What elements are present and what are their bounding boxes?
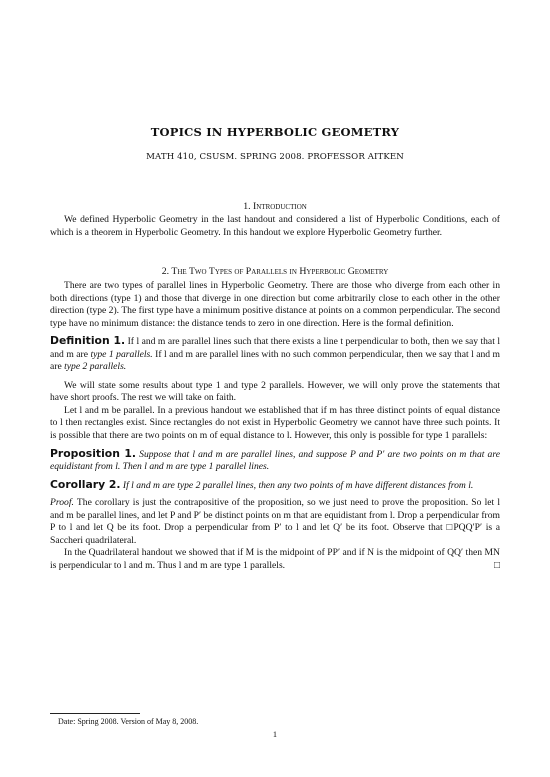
section-2-paragraph-4-text: In the Quadrilateral handout we showed that if M is the midpoint of PP′ and if N is the midpoint of QQ′ then MN is perpendicular to l and m. Thus l and m are type 1 parallels. (50, 547, 500, 571)
corollary-label: Corollary 2. (50, 477, 121, 491)
proof-text: The corollary is just the contrapositive of the proposition, so we just need to prove the proposition. So let l and m be parallel lines, and let P and P′ be distinct points on m that are equidistant from l. Drop a perpendicular from P to l and let Q be its foot. Drop a perpendicular from P′ to l and let Q′ be its foot. Observe that □PQQ′P′ is a Saccheri quadrilateral. (50, 497, 500, 546)
proposition-label: Proposition 1. (50, 446, 137, 460)
definition-part2: If l and m are parallel lines with no such common perpendicular, then we say that l and m are (50, 348, 501, 373)
section-2-paragraph-4 (50, 547, 500, 572)
proof-label: Proof. (50, 497, 74, 509)
section-1-heading: 1. Introduction (243, 201, 307, 212)
section-2-body (50, 280, 500, 572)
proposition-text: Suppose that l and m are parallel lines, and suppose P and P′ are two points on m that are equidistant from l. Then l and m are type 1 parallel lines. (50, 448, 500, 473)
proof (50, 497, 500, 547)
section-1-body (50, 214, 500, 239)
qed-symbol: □ (493, 559, 500, 571)
section-2-paragraph-2: We will state some results about type 1 and type 2 parallels. However, we will only prove the statements that have short proofs. The rest we will take on faith. (50, 379, 500, 404)
definition-part1: If l and m are parallel lines such that there exists a line t perpendicular to both, then we say that l and m are (50, 336, 500, 360)
definition-label: Definition 1. (50, 334, 126, 348)
section-1-paragraph: We defined Hyperbolic Geometry in the last handout and considered a list of Hyperbolic Conditions, each of which is a theorem in Hyperbolic Geometry. In this handout we explore Hyperbolic Geometry further. (50, 214, 500, 238)
proposition-1 (50, 448, 500, 474)
definition-term2: type 2 parallels. (64, 361, 127, 373)
document-subtitle: MATH 410, CSUSM. SPRING 2008. PROFESSOR AITKEN (146, 152, 404, 162)
definition-1 (50, 335, 500, 374)
definition-term1: type 1 parallels. (90, 348, 153, 360)
section-2-heading: 2. The Two Types of Parallels in Hyperbolic Geometry (161, 266, 389, 277)
section-2-paragraph-3: Let l and m be parallel. In a previous handout we established that if m has three distinct points of equal distance to l then rectangles exist. Since rectangles do not exist in Hyperbolic Geometry we cannot have three such points. It is possible that there are two points on m of equal distance to l. However, this only is possible for type 1 parallels: (50, 404, 500, 442)
footnote: Date: Spring 2008. Version of May 8, 2008. (58, 717, 199, 726)
corollary-2 (50, 479, 500, 493)
page-number: 1 (272, 730, 278, 739)
section-2-intro: There are two types of parallel lines in Hyperbolic Geometry. There are those who diverge from each other in both directions (type 1) and those that diverge in one direction but come arbitrarily close to each other in the other direction (type 2). The first type have a minimum positive distance at points on a common perpendicular. The second type have no minimum distance: the distance tends to zero in one direction. Here is the formal definition. (50, 280, 500, 329)
footnote-rule (50, 713, 140, 714)
corollary-text: If l and m are type 2 parallel lines, then any two points of m have different distances from l. (122, 479, 474, 491)
document-title: TOPICS IN HYPERBOLIC GEOMETRY (150, 125, 400, 139)
